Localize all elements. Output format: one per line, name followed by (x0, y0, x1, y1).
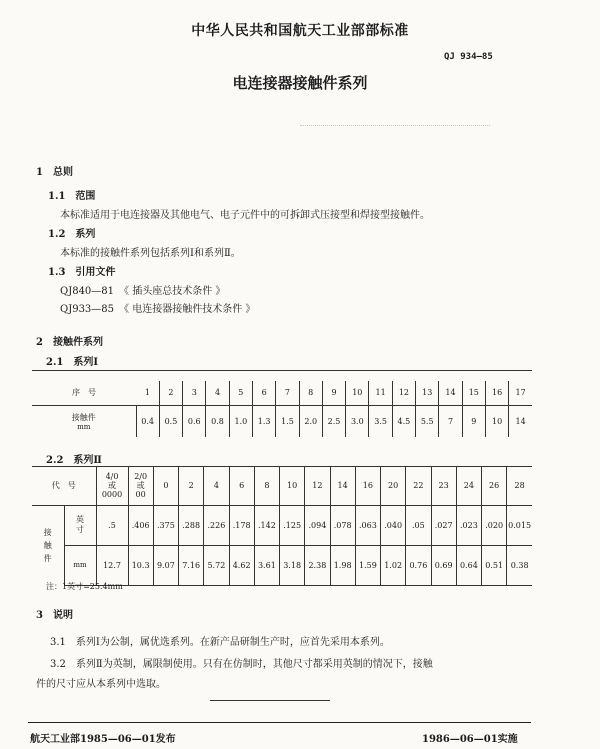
table-cell: 9 (322, 381, 345, 405)
table-cell: 3.61 (254, 545, 279, 585)
table-cell: 28 (507, 467, 532, 505)
section-3-2-text-cont: 件的尺寸应从本系列中选取。 (36, 679, 166, 690)
table-cell: 16 (485, 381, 508, 405)
code-4-0 (96, 467, 128, 505)
table-cell: 5 (229, 381, 252, 405)
table-cell: 5.72 (204, 545, 229, 585)
code-text: 4/0 (105, 472, 119, 482)
table-cell: 4 (206, 381, 229, 405)
code-label: 代 号 (32, 467, 96, 505)
table-cell: 12.7 (96, 545, 128, 585)
table-cell: 14 (509, 405, 532, 437)
table-cell: .023 (456, 505, 481, 545)
table-cell: 0.64 (456, 545, 481, 585)
table-cell: 2.0 (299, 405, 322, 437)
inch-char: 寸 (76, 525, 84, 534)
issue-date: 航天工业部1985—06—01发布 (30, 734, 176, 745)
table-cell: 1.02 (381, 545, 406, 585)
table-cell: 0.6 (183, 405, 206, 437)
table-cell: 3.18 (280, 545, 305, 585)
table-cell: 0.51 (482, 545, 507, 585)
table-cell: 5.5 (416, 405, 439, 437)
table-cell: 9.07 (153, 545, 178, 585)
table-cell: 22 (406, 467, 431, 505)
table-cell: 0.5 (159, 405, 182, 437)
section-1-3-heading: 1.3 引用文件 (48, 267, 116, 278)
table-cell: .142 (254, 505, 279, 545)
table-cell: 14 (330, 467, 355, 505)
table-cell: 16 (355, 467, 380, 505)
table-cell: 20 (381, 467, 406, 505)
table-1-label-number: 序 号 (32, 381, 136, 405)
table-cell: 17 (509, 381, 532, 405)
table-cell: .020 (482, 505, 507, 545)
section-1-1-heading: 1.1 范围 (48, 191, 96, 202)
table-cell: 4 (204, 467, 229, 505)
table-cell: 0 (153, 467, 178, 505)
table-cell: .027 (431, 505, 456, 545)
section-3-2-text: 3.2 系列Ⅱ为英制，属限制使用。只有在仿制时，其他尺寸都采用英制的情况下，接触 (50, 659, 433, 670)
effective-date: 1986—06—01实施 (422, 734, 518, 745)
table-cell: .05 (406, 505, 431, 545)
side-char: 接 (43, 527, 52, 537)
table-cell: 3.0 (346, 405, 369, 437)
table-cell: 4.5 (392, 405, 415, 437)
table-cell: 9 (462, 405, 485, 437)
table-cell: .094 (305, 505, 330, 545)
table-cell: .288 (179, 505, 204, 545)
table-cell: .226 (204, 505, 229, 545)
table-cell: 1 (136, 381, 159, 405)
table-cell: 1.59 (355, 545, 380, 585)
section-1-2-heading: 1.2 系列 (48, 229, 96, 240)
table-cell: 2.38 (305, 545, 330, 585)
table-cell: 1.0 (229, 405, 252, 437)
table-cell: 2 (159, 381, 182, 405)
table-cell: 12 (305, 467, 330, 505)
code-text: 00 (135, 490, 146, 500)
table-cell: .375 (153, 505, 178, 545)
table-cell: 10 (485, 405, 508, 437)
divider (300, 125, 490, 126)
series-1-table (32, 381, 532, 437)
table-cell: 0.015 (507, 505, 532, 545)
table-cell: 11 (369, 381, 392, 405)
table-cell: 10 (280, 467, 305, 505)
table-1-rule (32, 370, 532, 371)
section-3-heading: 3 说明 (36, 610, 73, 621)
table-cell: 3.5 (369, 405, 392, 437)
unit-label: mm (77, 422, 91, 431)
table-cell: .5 (96, 505, 128, 545)
table-cell: 15 (462, 381, 485, 405)
standard-organization: 中华人民共和国航天工业部部标准 (191, 23, 409, 39)
reference-item: QJ933—85 《 电连接器接触件技术条件 》 (60, 304, 256, 315)
table-cell: .078 (330, 505, 355, 545)
table-cell: 6 (252, 381, 275, 405)
table-cell: 4.62 (229, 545, 254, 585)
table-note: 注：1英寸=25.4mm (46, 582, 123, 591)
table-cell: 6 (229, 467, 254, 505)
table-cell: 7.16 (179, 545, 204, 585)
series-2-table (32, 467, 532, 586)
mm-label: mm (64, 545, 96, 585)
table-cell: 12 (392, 381, 415, 405)
table-cell: 13 (416, 381, 439, 405)
table-cell: 7 (439, 405, 462, 437)
section-1-heading: 1 总则 (36, 167, 73, 178)
table-cell: 10 (346, 381, 369, 405)
inch-label (64, 505, 96, 545)
document-title: 电连接器接触件系列 (232, 74, 368, 92)
table-cell: 2 (179, 467, 204, 505)
table-cell: 8 (254, 467, 279, 505)
side-char: 触 (43, 540, 52, 550)
table-cell: 0.76 (406, 545, 431, 585)
table-cell: 0.8 (206, 405, 229, 437)
section-3-1-text: 3.1 系列Ⅰ为公制，属优选系列。在新产品研制生产时，应首先采用本系列。 (50, 637, 390, 648)
table-cell: .040 (381, 505, 406, 545)
table-cell: 1.98 (330, 545, 355, 585)
table-cell: .125 (280, 505, 305, 545)
side-char: 件 (43, 553, 52, 563)
reference-item: QJ840—81 《 插头座总技术条件 》 (60, 286, 226, 297)
standard-code: QJ 934—85 (444, 52, 493, 62)
table-cell: 0.38 (507, 545, 532, 585)
code-text: 或 (108, 481, 116, 491)
code-2-0 (128, 467, 153, 505)
table-cell: .406 (128, 505, 153, 545)
section-2-1-heading: 2.1 系列Ⅰ (46, 357, 99, 368)
contact-label: 接触件 (71, 412, 96, 422)
table-cell: 0.4 (136, 405, 159, 437)
table-cell: 10.3 (128, 545, 153, 585)
section-1-1-text: 本标准适用于电连接器及其他电气、电子元件中的可拆卸式压接型和焊接型接触件。 (60, 210, 430, 221)
code-text: 或 (136, 481, 145, 491)
table-cell: 1.3 (252, 405, 275, 437)
code-text: 0000 (101, 490, 123, 500)
section-2-2-heading: 2.2 系列Ⅱ (46, 455, 102, 466)
table-cell: 26 (482, 467, 507, 505)
table-cell: .063 (355, 505, 380, 545)
contact-side-label (32, 505, 64, 585)
inch-char: 英 (76, 515, 84, 524)
table-cell: 3 (183, 381, 206, 405)
section-1-2-text: 本标准的接触件系列包括系列Ⅰ和系列Ⅱ。 (60, 248, 241, 259)
table-cell: 7 (276, 381, 299, 405)
table-cell: 0.69 (431, 545, 456, 585)
end-rule (210, 700, 330, 701)
table-cell: 8 (299, 381, 322, 405)
table-cell: 14 (439, 381, 462, 405)
table-cell: 1.5 (276, 405, 299, 437)
table-cell: 24 (456, 467, 481, 505)
table-cell: 2.5 (322, 405, 345, 437)
code-text: 2/0 (134, 472, 148, 482)
table-1-label-contact (32, 405, 136, 437)
section-2-heading: 2 接触件系列 (36, 337, 103, 348)
footer-rule (28, 722, 531, 723)
table-cell: 23 (431, 467, 456, 505)
table-cell: .178 (229, 505, 254, 545)
